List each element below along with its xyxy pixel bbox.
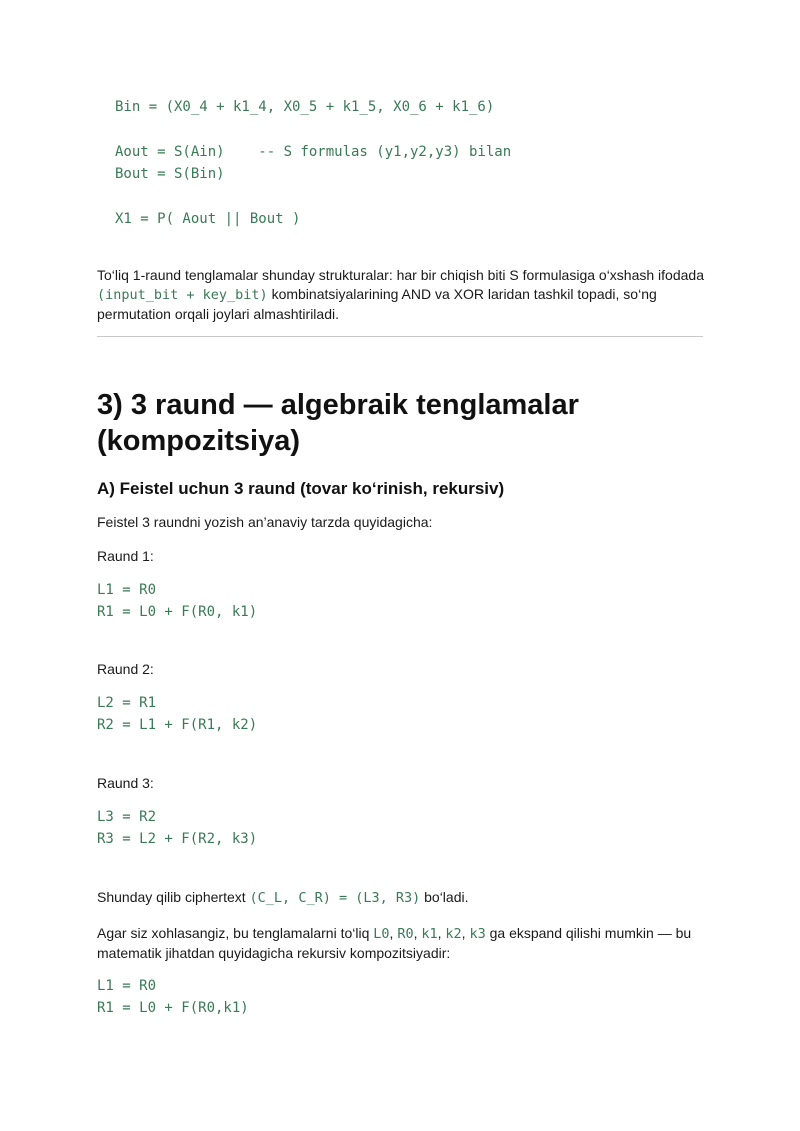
- inline-code-L0: L0: [373, 926, 390, 942]
- summary-text-before: To‘liq 1-raund tenglamalar shunday strukturalar: har bir chiqish biti S formulasiga o‘xshash ifodada: [97, 267, 704, 283]
- round-1-code-line1: L1 = R0: [97, 582, 157, 598]
- expand-paragraph: Agar siz xohlasangiz, bu tenglamalarni to‘liq L0, R0, k1, k2, k3 ga ekspand qilishi mumkin — bu matematik jihatdan quyidagicha rekursiv kompozitsiyadir:: [97, 925, 692, 961]
- code-line-bout: Bout = S(Bin): [115, 166, 225, 182]
- round-3-code-line1: L3 = R2: [97, 809, 157, 825]
- ciphertext-paragraph: [97, 888, 707, 908]
- summary-text-after: kombinatsiyalarining AND va XOR laridan tashkil topadi, so‘ng permutation orqali joylari almashtiriladi.: [97, 286, 657, 322]
- bottom-code-line1: L1 = R0: [97, 978, 157, 994]
- round-3-code-line2: R3 = L2 + F(R2, k3): [97, 831, 258, 847]
- inline-code-R0: R0: [397, 926, 414, 942]
- round-3-label: Raund 3:: [97, 775, 154, 791]
- expand-text-after: ga ekspand qilishi mumkin — bu matematik jihatdan quyidagicha rekursiv kompozitsiyadir:: [97, 925, 692, 961]
- round-2-code-line2: R2 = L1 + F(R1, k2): [97, 717, 258, 733]
- round-2-code-line1: L2 = R1: [97, 695, 157, 711]
- code-line-aout: Aout = S(Ain) -- S formulas (y1,y2,y3) bilan: [115, 144, 512, 160]
- round-1-label: Raund 1:: [97, 548, 154, 564]
- inline-code-k3: k3: [469, 926, 486, 942]
- expand-text-before: Agar siz xohlasangiz, bu tenglamalarni to‘liq: [97, 925, 374, 941]
- section-subtitle: A) Feistel uchun 3 raund (tovar ko‘rinish, rekursiv): [97, 479, 505, 498]
- inline-code-k1: k1: [421, 926, 438, 942]
- code-line-x1: X1 = P( Aout || Bout ): [115, 211, 301, 227]
- ciphertext-text-before: Shunday qilib ciphertext: [97, 889, 250, 905]
- inline-code-k2: k2: [445, 926, 462, 942]
- round-2-label: Raund 2:: [97, 661, 154, 677]
- horizontal-rule: [97, 336, 703, 337]
- summary-paragraph: [97, 266, 707, 324]
- inline-code-ciphertext: (C_L, C_R) = (L3, R3): [249, 890, 421, 906]
- code-line-bin: Bin = (X0_4 + k1_4, X0_5 + k1_5, X0_6 + k1_6): [115, 99, 495, 115]
- intro-paragraph: Feistel 3 raundni yozish an’anaviy tarzda quyidagicha:: [97, 514, 433, 530]
- bottom-code-line2: R1 = L0 + F(R0,k1): [97, 1000, 249, 1016]
- round-1-code-line2: R1 = L0 + F(R0, k1): [97, 604, 258, 620]
- inline-code-input-key: (input_bit + key_bit): [97, 287, 268, 303]
- ciphertext-text-after: bo‘ladi.: [420, 889, 469, 905]
- section-title: 3) 3 raund — algebraik tenglamalar (kompozitsiya): [97, 389, 579, 457]
